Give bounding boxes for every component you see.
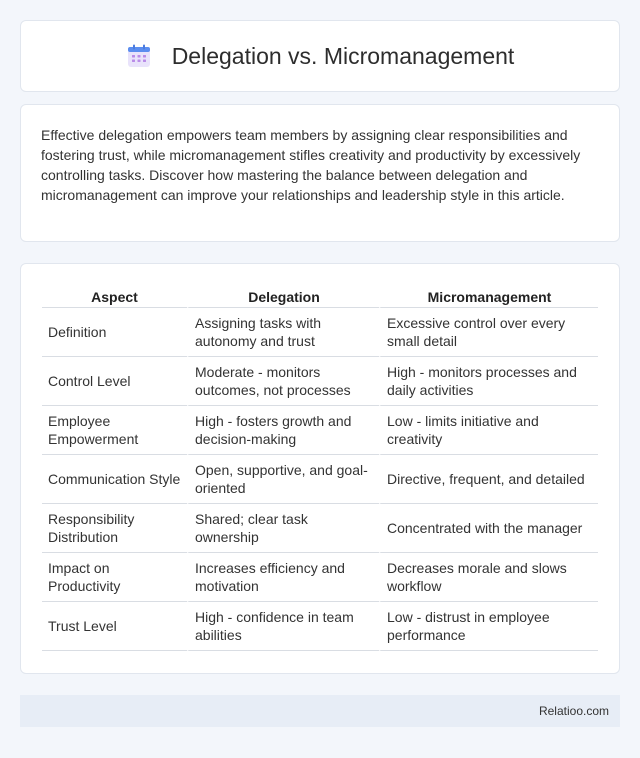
cell-aspect: Employee Empowerment (42, 406, 187, 455)
table-row (42, 406, 598, 455)
footer-brand: Relatioo.com (538, 704, 609, 718)
cell-micromanagement: Directive, frequent, and detailed (379, 455, 598, 504)
table-row (42, 455, 598, 504)
table-row (42, 504, 598, 553)
cell-delegation: Open, supportive, and goal-oriented (187, 455, 379, 504)
column-header-aspect: Aspect (42, 288, 187, 308)
table-header-row (42, 288, 598, 308)
cell-aspect: Trust Level (42, 602, 187, 651)
cell-micromanagement: Concentrated with the manager (379, 504, 598, 553)
cell-micromanagement: Excessive control over every small detail (379, 308, 598, 357)
cell-delegation: Shared; clear task ownership (187, 504, 379, 553)
table-row (42, 308, 598, 357)
table-row (42, 553, 598, 602)
cell-micromanagement: Low - limits initiative and creativity (379, 406, 598, 455)
cell-delegation: Assigning tasks with autonomy and trust (187, 308, 379, 357)
cell-delegation: High - confidence in team abilities (187, 602, 379, 651)
cell-aspect: Impact on Productivity (42, 553, 187, 602)
cell-micromanagement: High - monitors processes and daily activities (379, 357, 598, 406)
comparison-table (42, 288, 598, 651)
table-row (42, 357, 598, 406)
cell-aspect: Communication Style (42, 455, 187, 504)
cell-aspect: Control Level (42, 357, 187, 406)
header-card (20, 20, 620, 92)
calendar-icon (126, 43, 152, 69)
intro-text: Effective delegation empowers team members by assigning clear responsibilities and fostering trust, while micromanagement stifles creativity and productivity by excessively controlling tasks. Discover how mastering the balance between delegation and micromanagement can improve your relationships and leadership style in this article. (41, 127, 581, 203)
comparison-table-card (20, 263, 620, 674)
page-title: Delegation vs. Micromanagement (171, 42, 515, 69)
cell-micromanagement: Decreases morale and slows workflow (379, 553, 598, 602)
cell-delegation: High - fosters growth and decision-making (187, 406, 379, 455)
cell-micromanagement: Low - distrust in employee performance (379, 602, 598, 651)
cell-delegation: Moderate - monitors outcomes, not processes (187, 357, 379, 406)
cell-delegation: Increases efficiency and motivation (187, 553, 379, 602)
column-header-micromanagement: Micromanagement (379, 288, 598, 308)
footer (20, 695, 620, 727)
cell-aspect: Responsibility Distribution (42, 504, 187, 553)
table-row (42, 602, 598, 651)
intro-card (20, 104, 620, 242)
cell-aspect: Definition (42, 308, 187, 357)
column-header-delegation: Delegation (187, 288, 379, 308)
